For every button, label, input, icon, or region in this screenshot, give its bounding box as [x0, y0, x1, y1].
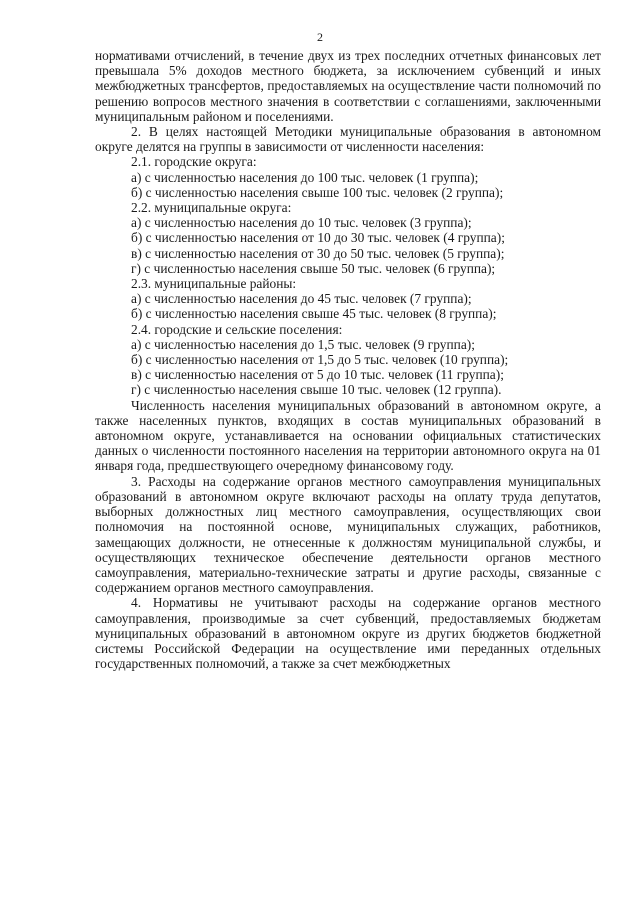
paragraph: а) с численностью населения до 10 тыс. человек (3 группа); — [131, 215, 472, 231]
paragraph: г) с численностью населения свыше 50 тыс. человек (6 группа); — [131, 260, 496, 276]
paragraph: 3. Расходы на содержание органов местного самоуправления муниципальных образований в автономном округе включают расходы на оплату труда депутатов, выборных должностных лиц местного самоуправления, осуществляющих свои полномочия на постоянной основе, муниципальных служащих, работников, замещающих должности, не отнесенные к должностям муниципальной службы, и осуществляющих техническое обеспечение деятельности органов местного самоуправления, материально-технические затраты и другие расходы, связанные с содержанием органов местного самоуправления. — [95, 473, 601, 596]
paragraph: а) с численностью населения до 1,5 тыс. человек (9 группа); — [131, 336, 475, 352]
paragraph: в) с численностью населения от 5 до 10 тыс. человек (11 группа); — [131, 367, 504, 383]
paragraph: 4. Нормативы не учитывают расходы на содержание органов местного самоуправления, производимые за счет субвенций, предоставляемых бюджетам муниципальных образований в автономном округе из других бюджетов бюджетной системы Российской Федерации на осуществление ими переданных отдельных государственных полномочий, а также за счет межбюджетных — [95, 595, 601, 672]
paragraph: а) с численностью населения до 100 тыс. человек (1 группа); — [131, 169, 479, 185]
paragraph: 2. В целях настоящей Методики муниципальные образования в автономном округе делятся на группы в зависимости от численности населения: — [95, 124, 601, 155]
paragraph: 2.3. муниципальные районы: — [131, 276, 297, 292]
paragraph: 2.4. городские и сельские поселения: — [131, 321, 343, 337]
paragraph: б) с численностью населения от 1,5 до 5 тыс. человек (10 группа); — [131, 352, 509, 368]
paragraph: а) с численностью населения до 45 тыс. человек (7 группа); — [131, 291, 472, 307]
paragraph: Численность населения муниципальных образований в автономном округе, а также населенных пунктов, входящих в состав муниципальных образований в автономном округе, устанавливается на основании официальных статистических данных о численности постоянного населения на территории автономного округа на 01 января года, предшествующего очередному финансовому году. — [95, 397, 601, 474]
document-body — [95, 48, 601, 671]
paragraph: б) с численностью населения от 10 до 30 тыс. человек (4 группа); — [131, 230, 505, 246]
paragraph: б) с численностью населения свыше 45 тыс. человек (8 группа); — [131, 306, 497, 322]
paragraph: 2.1. городские округа: — [131, 154, 257, 170]
paragraph: г) с численностью населения свыше 10 тыс. человек (12 группа). — [131, 382, 502, 398]
paragraph: в) с численностью населения от 30 до 50 тыс. человек (5 группа); — [131, 245, 505, 261]
paragraph: б) с численностью населения свыше 100 тыс. человек (2 группа); — [131, 184, 504, 200]
paragraph: 2.2. муниципальные округа: — [131, 200, 292, 216]
page-number: 2 — [317, 30, 323, 44]
paragraph: нормативами отчислений, в течение двух из трех последних отчетных финансовых лет превышала 5% доходов местного бюджета, за исключением субвенций и иных межбюджетных трансфертов, предоставляемых на осуществление части полномочий по решению вопросов местного значения в соответствии с соглашениями, заключенными муниципальным районом и поселениями. — [95, 48, 601, 124]
